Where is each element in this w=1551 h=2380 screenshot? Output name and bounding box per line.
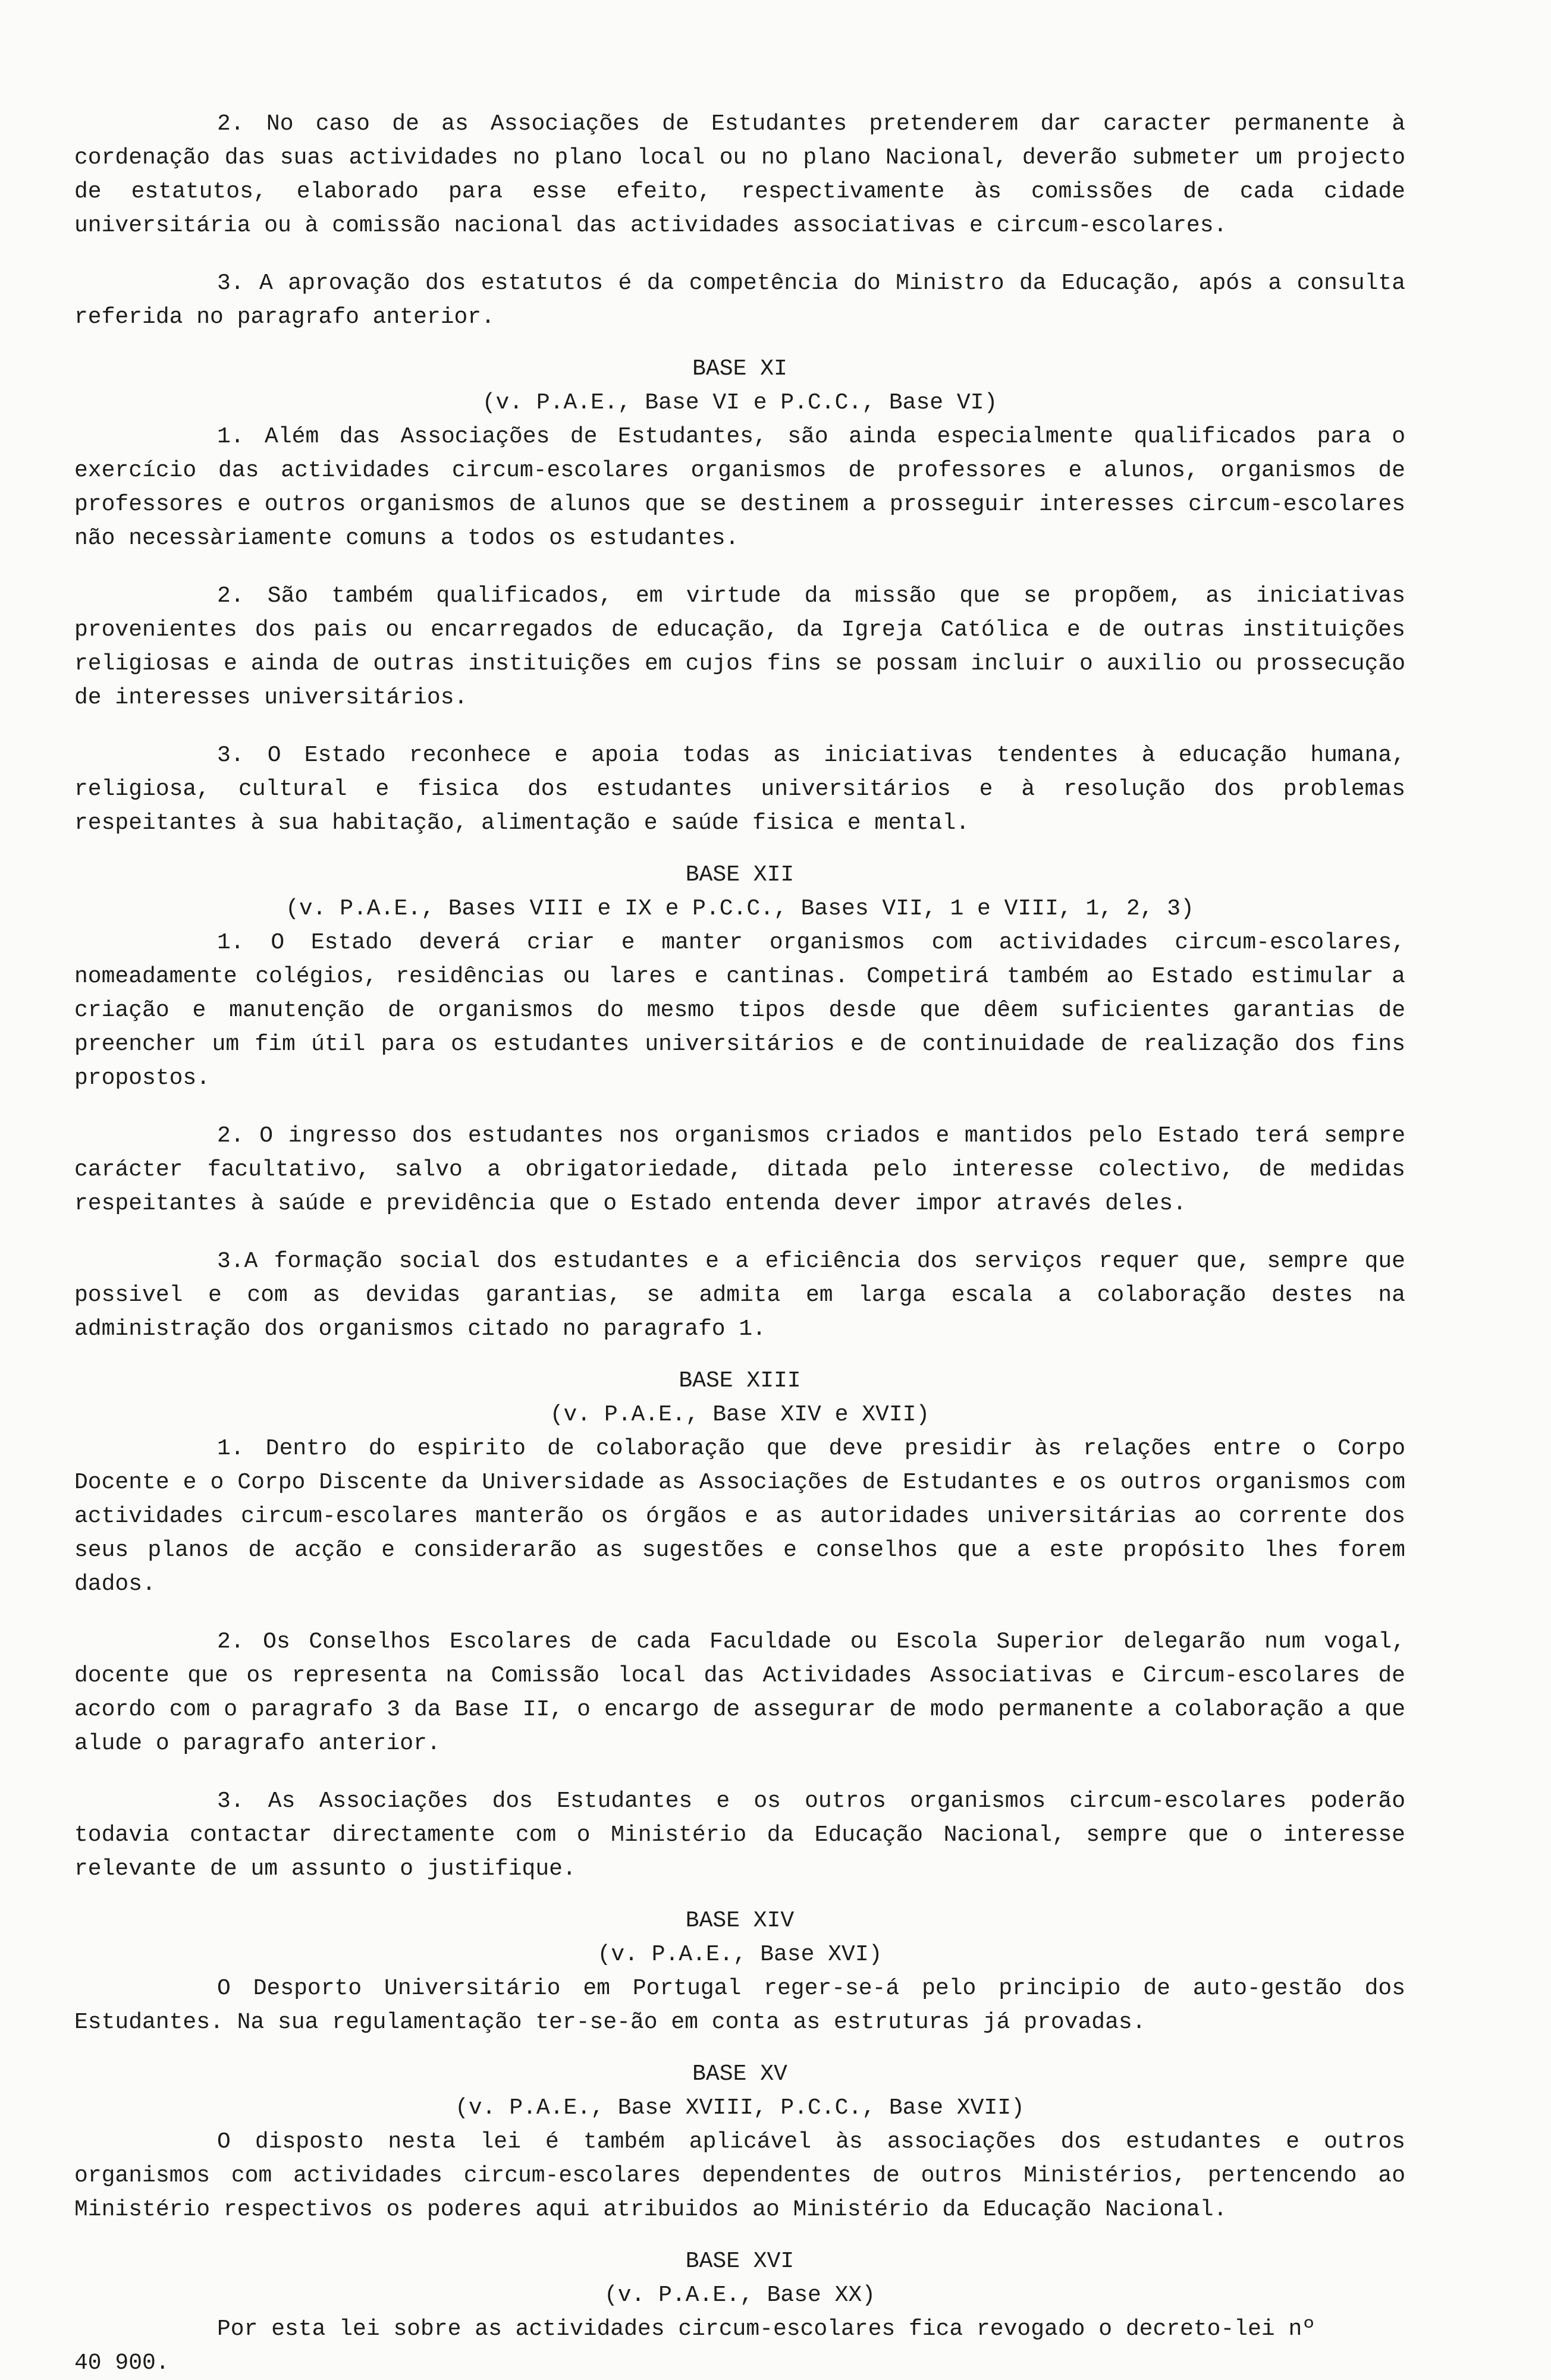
base-xv-paragraph: O disposto nesta lei é também aplicável às associações dos estudantes e outros organismos com actividades circum-escolares dependentes de outros Ministérios, pertencendo ao Ministério respectivos os poderes aqui atribuidos ao Ministério da Educação Nacional. [74, 2129, 1405, 2222]
base-xiii-paragraph-3: 3. As Associações dos Estudantes e os outros organismos circum-escolares poderão todavia contactar directamente com o Ministério da Educação Nacional, sempre que o interesse relevante de um assunto o justifique. [74, 1788, 1405, 1882]
base-xiii-paragraph-2: 2. Os Conselhos Escolares de cada Faculdade ou Escola Superior delegarão num vogal, docente que os representa na Comissão local das Actividades Associativas e Circum-escolares de acordo com o paragrafo 3 da Base II, o encargo de assegurar de modo permanente a colaboração a que alude o paragrafo anterior. [74, 1629, 1405, 1756]
base-xii-title: BASE XII [685, 862, 795, 888]
base-xii-paragraph-2: 2. O ingresso dos estudantes nos organismos criados e mantidos pelo Estado terá sempre carácter facultativo, salvo a obrigatoriedade, ditada pelo interesse colectivo, de medidas respeitantes à saúde e previdência que o Estado entenda dever impor através deles. [74, 1123, 1405, 1216]
base-xiii-paragraph-1: 1. Dentro do espirito de colaboração que deve presidir às relações entre o Corpo Docente e o Corpo Discente da Universidade as Associações de Estudantes e os outros organismos com actividades circum-escolares manterão os órgãos e as autoridades universitárias ao corrente dos seus planos de acção e considerarão as sugestões e conselhos que a este propósito lhes forem dados. [74, 1436, 1405, 1597]
base-xv-reference: (v. P.A.E., Base XVIII, P.C.C., Base XVII) [455, 2095, 1025, 2121]
base-xv-title: BASE XV [692, 2061, 787, 2087]
base-xiv-reference: (v. P.A.E., Base XVI) [597, 1942, 883, 1967]
decree-number: 40 900. [74, 2350, 169, 2376]
base-xi-paragraph-3: 3. O Estado reconhece e apoia todas as iniciativas tendentes à educação humana, religiosa, cultural e fisica dos estudantes universitários e à resolução dos problemas respeitantes à sua habitação, alimentação e saúde fisica e mental. [74, 743, 1405, 836]
base-xvi-reference: (v. P.A.E., Base XX) [604, 2282, 876, 2308]
base-xii-reference: (v. P.A.E., Bases VIII e IX e P.C.C., Bases VII, 1 e VIII, 1, 2, 3) [285, 896, 1194, 922]
base-xvi-paragraph: Por esta lei sobre as actividades circum-escolares fica revogado o decreto-lei nº [217, 2316, 1316, 2342]
base-xiv-paragraph: O Desporto Universitário em Portugal reger-se-á pelo principio de auto-gestão dos Estudantes. Na sua regulamentação ter-se-ão em conta as estruturas já provadas. [74, 1976, 1405, 2035]
base-xvi-title: BASE XVI [685, 2249, 795, 2274]
paragraph-2: 2. No caso de as Associações de Estudantes pretenderem dar caracter permanente à cordenação das suas actividades no plano local ou no plano Nacional, deverão submeter um projecto de estatutos, elaborado para esse efeito, respectivamente às comissões de cada cidade universitária ou à comissão nacional das actividades associativas e circum-escolares. [74, 111, 1405, 238]
base-xiii-reference: (v. P.A.E., Base XIV e XVII) [550, 1402, 930, 1428]
base-xi-paragraph-1: 1. Além das Associações de Estudantes, são ainda especialmente qualificados para o exercício das actividades circum-escolares organismos de professores e alunos, organismos de professores e outros organismos de alunos que se destinem a prosseguir interesses circum-escolares não necessàriamente comuns a todos os estudantes. [74, 424, 1405, 551]
base-xii-paragraph-3: 3.A formação social dos estudantes e a eficiência dos serviços requer que, sempre que possivel e com as devidas garantias, se admita em larga escala a colaboração destes na administração dos organismos citado no paragrafo 1. [74, 1249, 1405, 1342]
base-xi-title: BASE XI [692, 356, 787, 382]
base-xiii-title: BASE XIII [679, 1368, 801, 1394]
base-xiv-title: BASE XIV [685, 1908, 795, 1933]
paragraph-3: 3. A aprovação dos estatutos é da competência do Ministro da Educação, após a consulta referida no paragrafo anterior. [74, 271, 1405, 330]
base-xii-paragraph-1: 1. O Estado deverá criar e manter organismos com actividades circum-escolares, nomeadamente colégios, residências ou lares e cantinas. Competirá também ao Estado estimular a criação e manutenção de organismos do mesmo tipos desde que dêem suficientes garantias de preencher um fim útil para os estudantes universitários e de continuidade de realização dos fins propostos. [74, 930, 1405, 1091]
base-xi-reference: (v. P.A.E., Base VI e P.C.C., Base VI) [482, 390, 998, 416]
base-xi-paragraph-2: 2. São também qualificados, em virtude da missão que se propõem, as iniciativas provenientes dos pais ou encarregados de educação, da Igreja Católica e de outras instituições religiosas e ainda de outras instituições em cujos fins se possam incluir o auxilio ou prossecução de interesses universitários. [74, 583, 1405, 710]
